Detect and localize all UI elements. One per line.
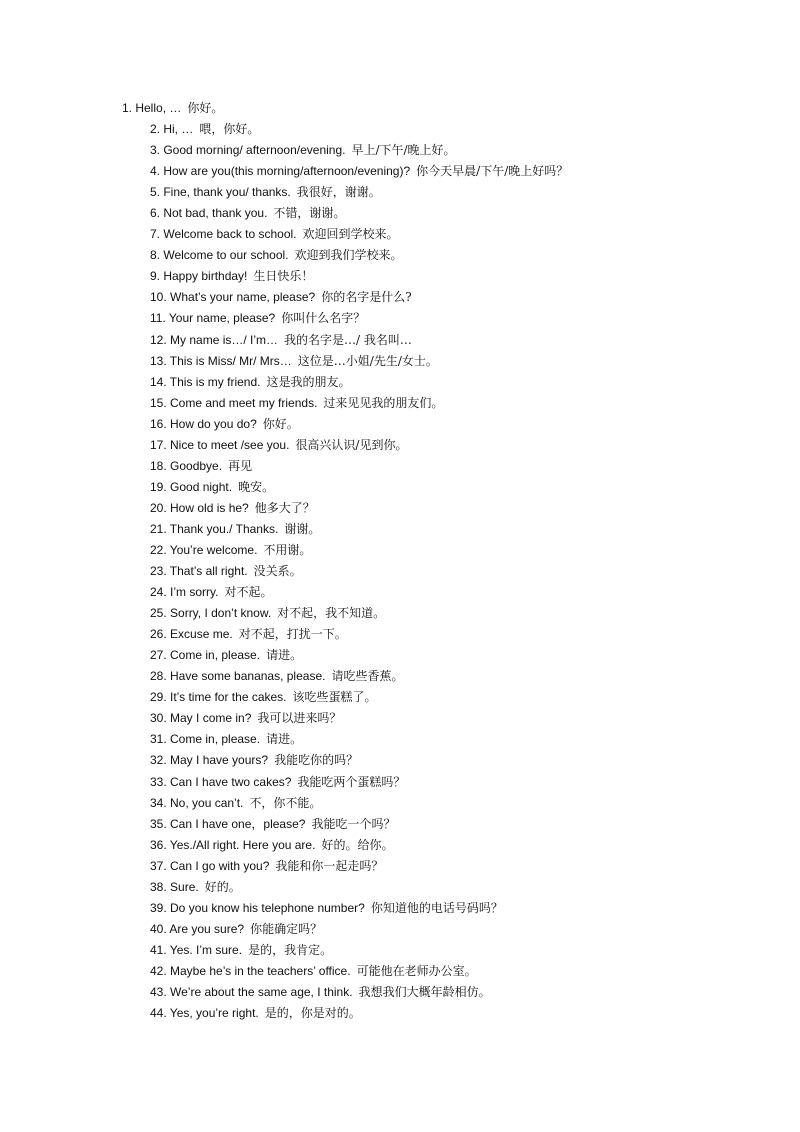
phrase-english: 11. Your name, please? [150, 311, 276, 326]
phrase-english: 24. I’m sorry. [150, 585, 219, 600]
phrase-chinese: 好的。 [204, 879, 241, 894]
phrase-english: 34. No, you can’t. [150, 795, 244, 810]
phrase-english: 5. Fine, thank you/ thanks. [150, 185, 291, 200]
phrase-chinese: 是的，你是对的。 [264, 1006, 361, 1021]
phrase-english: 39. Do you know his telephone number? [150, 900, 365, 915]
list-item [0, 119, 800, 140]
phrase-chinese: 我能吃你的吗？ [274, 753, 359, 768]
list-item [0, 603, 800, 624]
phrase-english: 10. What’s your name, please? [150, 290, 316, 305]
phrase-chinese: 他多大了？ [254, 500, 315, 515]
phrase-chinese: 我很好，谢谢。 [296, 185, 381, 200]
phrase-chinese: 好的。给你。 [321, 837, 394, 852]
phrase-english: 41. Yes. I’m sure. [150, 942, 243, 957]
phrase-chinese: 该吃些蛋糕了。 [292, 690, 377, 705]
phrase-chinese: 请进。 [266, 732, 303, 747]
phrase-english: 35. Can I have one，please? [150, 816, 306, 831]
phrase-english: 31. Come in, please. [150, 732, 261, 747]
phrase-chinese: 早上/下午/晚上好。 [351, 143, 456, 158]
phrase-english: 25. Sorry, I don’t know. [150, 606, 272, 621]
phrase-chinese: 再见 [228, 458, 253, 473]
list-item [0, 182, 800, 203]
phrase-english: 43. We’re about the same age, I think. [150, 984, 353, 999]
phrase-chinese: 你好。 [262, 416, 299, 431]
list-item [0, 729, 800, 750]
list-item [0, 1003, 800, 1024]
phrase-english: 23. That’s all right. [150, 564, 248, 579]
list-item [0, 940, 800, 961]
phrase-chinese: 你今天早晨/下午/晚上好吗？ [416, 164, 569, 179]
list-item [0, 456, 800, 477]
phrase-chinese: 过来见见我的朋友们。 [323, 395, 444, 410]
list-item [0, 287, 800, 308]
list-item [0, 98, 800, 119]
list-item [0, 540, 800, 561]
list-item [0, 624, 800, 645]
phrase-english: 37. Can I go with you? [150, 858, 270, 873]
phrase-chinese: 我可以进来吗？ [257, 711, 342, 726]
list-item [0, 308, 800, 329]
list-item [0, 582, 800, 603]
list-item [0, 498, 800, 519]
phrase-english: 3. Good morning/ afternoon/evening. [150, 143, 346, 158]
list-item [0, 919, 800, 940]
phrase-chinese: 我想我们大概年龄相仿。 [358, 984, 491, 999]
phrase-english: 14. This is my friend. [150, 374, 261, 389]
phrase-english: 9. Happy birthday! [150, 269, 248, 284]
phrase-chinese: 是的，我肯定。 [248, 942, 333, 957]
list-item [0, 687, 800, 708]
phrase-english: 36. Yes./All right. Here you are. [150, 837, 316, 852]
list-item [0, 898, 800, 919]
list-item [0, 393, 800, 414]
list-item [0, 435, 800, 456]
list-item [0, 856, 800, 877]
list-item [0, 414, 800, 435]
list-item [0, 982, 800, 1003]
phrase-chinese: 喂，你好。 [199, 122, 260, 137]
phrase-english: 27. Come in, please. [150, 648, 261, 663]
phrase-english: 15. Come and meet my friends. [150, 395, 318, 410]
phrase-english: 13. This is Miss/ Mr/ Mrs… [150, 353, 292, 368]
phrase-english: 6. Not bad, thank you. [150, 206, 268, 221]
phrase-chinese: 你叫什么名字？ [281, 311, 366, 326]
phrase-chinese: 可能他在老师办公室。 [356, 963, 477, 978]
phrase-chinese: 你知道他的电话号码吗？ [370, 900, 503, 915]
list-item [0, 708, 800, 729]
list-item [0, 161, 800, 182]
phrase-english: 2. Hi, … [150, 122, 194, 137]
list-item [0, 245, 800, 266]
list-item [0, 140, 800, 161]
list-item [0, 561, 800, 582]
phrase-chinese: 不，你不能。 [249, 795, 322, 810]
phrase-english: 42. Maybe he’s in the teachers’ office. [150, 963, 351, 978]
phrase-chinese: 我能吃两个蛋糕吗？ [297, 774, 406, 789]
phrase-english: 26. Excuse me. [150, 627, 233, 642]
phrase-english: 17. Nice to meet /see you. [150, 437, 290, 452]
phrase-chinese: 很高兴认识/见到你。 [295, 437, 408, 452]
phrase-chinese: 这位是…小姐/先生/女士。 [297, 353, 438, 368]
list-item [0, 330, 800, 351]
phrase-chinese: 欢迎回到学校来。 [302, 227, 399, 242]
phrase-english: 7. Welcome back to school. [150, 227, 297, 242]
phrase-chinese: 请吃些香蕉。 [331, 669, 404, 684]
phrase-list [0, 98, 800, 1024]
phrase-english: 8. Welcome to our school. [150, 248, 289, 263]
phrase-english: 28. Have some bananas, please. [150, 669, 326, 684]
phrase-chinese: 你好。 [187, 101, 224, 115]
phrase-chinese: 我能和你一起走吗？ [275, 858, 384, 873]
phrase-chinese: 对不起，我不知道。 [277, 606, 386, 621]
list-item [0, 203, 800, 224]
phrase-english: 21. Thank you./ Thanks. [150, 521, 279, 536]
phrase-english: 38. Sure. [150, 879, 199, 894]
phrase-chinese: 对不起，打扰一下。 [238, 627, 347, 642]
phrase-chinese: 没关系。 [253, 564, 302, 579]
phrase-chinese: 欢迎到我们学校来。 [294, 248, 403, 263]
list-item [0, 793, 800, 814]
list-item [0, 835, 800, 856]
phrase-chinese: 对不起。 [224, 585, 273, 600]
list-item [0, 519, 800, 540]
phrase-english: 44. Yes, you’re right. [150, 1006, 259, 1021]
phrase-english: 30. May I come in? [150, 711, 252, 726]
phrase-english: 29. It’s time for the cakes. [150, 690, 287, 705]
phrase-chinese: 你的名字是什么? [321, 290, 412, 305]
list-item [0, 372, 800, 393]
phrase-english: 1. Hello, … [122, 101, 182, 115]
list-item [0, 645, 800, 666]
list-item [0, 772, 800, 793]
phrase-english: 16. How do you do? [150, 416, 257, 431]
phrase-chinese: 请进。 [266, 648, 303, 663]
phrase-english: 33. Can I have two cakes? [150, 774, 292, 789]
list-item [0, 351, 800, 372]
list-item [0, 877, 800, 898]
phrase-english: 32. May I have yours? [150, 753, 269, 768]
list-item [0, 750, 800, 771]
phrase-chinese: 我的名字是…/ 我名叫… [284, 332, 412, 347]
phrase-chinese: 我能吃一个吗？ [311, 816, 396, 831]
list-item [0, 961, 800, 982]
phrase-chinese: 晚安。 [238, 479, 275, 494]
list-item [0, 477, 800, 498]
list-item [0, 224, 800, 245]
phrase-english: 19. Good night. [150, 479, 233, 494]
phrase-chinese: 不错，谢谢。 [273, 206, 346, 221]
phrase-chinese: 你能确定吗？ [250, 921, 323, 936]
phrase-chinese: 不用谢。 [263, 542, 312, 557]
phrase-chinese: 这是我的朋友。 [266, 374, 351, 389]
phrase-english: 40. Are you sure? [150, 921, 245, 936]
list-item [0, 814, 800, 835]
list-item [0, 666, 800, 687]
phrase-chinese: 生日快乐！ [253, 269, 314, 284]
list-item [0, 266, 800, 287]
phrase-english: 20. How old is he? [150, 500, 249, 515]
phrase-english: 18. Goodbye. [150, 458, 223, 473]
phrase-chinese: 谢谢。 [284, 521, 321, 536]
phrase-english: 4. How are you(this morning/afternoon/evening)? [150, 164, 411, 179]
phrase-english: 22. You’re welcome. [150, 542, 258, 557]
phrase-english: 12. My name is…/ I’m… [150, 332, 279, 347]
